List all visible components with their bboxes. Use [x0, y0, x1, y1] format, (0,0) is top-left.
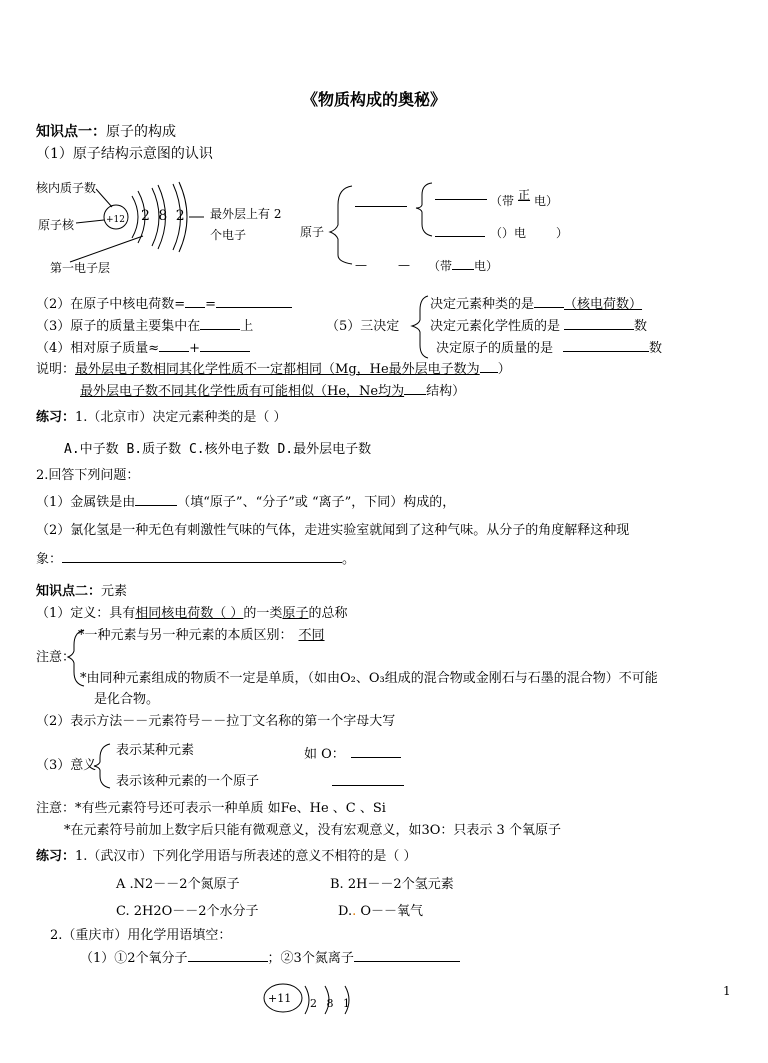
pointer-nucleus [76, 220, 104, 223]
shell-arc-3 [173, 184, 181, 250]
item3: （3）原子的质量主要集中在 上 [36, 319, 254, 334]
label-first-layer: 第一电子层 [50, 261, 111, 275]
kp1-sub1: （1）原子结构示意图的认识 [36, 146, 213, 162]
tree-proton-charge: （带 正 电） [490, 188, 559, 208]
item4: （4）相对原子质量≈ + [36, 341, 250, 357]
note-line2: 最外层电子数不同其化学性质有可能相似（He，Ne均为 结构） [80, 384, 466, 399]
ex1-options: A.中子数 B.质子数 C.核外电子数 D.最外层电子数 [64, 442, 372, 457]
shell-arc-1 [132, 196, 138, 238]
outer-layer-line1: 最外层上有 2 [210, 207, 282, 221]
ex2-q2-1: （1）①2个氧分子 ；②3个氮离子 [80, 951, 460, 967]
kp2-example: 如 O： [304, 747, 401, 763]
brace-three-decide [412, 296, 428, 358]
decide2: 决定元素化学性质的是 数 [430, 319, 648, 334]
page-number: 1 [723, 984, 731, 998]
ex2-q1: 练习：1.（武汉市）下列化学用语与所表述的意义不相符的是（ ） [36, 849, 417, 864]
ex2-option-c: C. 2H2O－－2个水分子 [116, 904, 259, 919]
kp2-attention2: *在元素符号前加上数字后只能有微观意义，没有宏观意义，如3O：只表示 3 个氧原子 [64, 823, 561, 838]
note-line1: 说明：最外层电子数相同其化学性质不一定都相同（Mg，He最外层电子数为 ） [36, 362, 511, 377]
pointer-first-layer [70, 236, 143, 262]
item2: （2）在原子中核电荷数= = [36, 297, 292, 313]
tree-dash1: — [355, 258, 367, 272]
tree-neutron-charge: （）电 [490, 226, 527, 240]
ex1-q2-2: （2）氯化氢是一种无色有刺激性气味的气体，走进实验室就闻到了这种气味。从分子的角度解释这种现 [36, 523, 630, 538]
item5: （5）三决定 [326, 319, 400, 334]
kp2-meaning-label: （3）意义 [36, 758, 97, 773]
pointer-protons [96, 189, 112, 207]
decide3: 决定原子的质量的是 数 [436, 341, 663, 356]
brace-note [68, 630, 84, 686]
brace-nucleus [416, 183, 432, 236]
label-nuclear-protons: 核内质子数 [36, 181, 97, 195]
ex1-q2-2b: 象： 。 [36, 552, 356, 567]
diagram2-charge: +11 [268, 992, 292, 1005]
outer-layer-line2: 个电子 [210, 228, 247, 242]
brace-atom [330, 186, 352, 264]
kp2-note-b: *由同种元素组成的物质不一定是单质，（如由O₂、O₃组成的混合物或金刚石与石墨的混合物）不可能 [80, 671, 658, 686]
tree-dash2: — [398, 258, 410, 272]
nucleus-circle [104, 205, 128, 229]
kp2-meaning1: 表示某种元素 [116, 743, 195, 758]
ex1-q2-1: （1）金属铁是由 （填“原子”、“分子”或 “离子”，下同）构成的， [36, 495, 456, 510]
kp1-heading: 知识点一：原子的构成 [36, 124, 176, 140]
nucleus-charge: +12 [106, 215, 125, 225]
ex2-q2: 2.（重庆市）用化学用语填空： [50, 928, 232, 943]
kp2-attention: 注意：*有些元素符号还可表示一种单质 如Fe、He 、C 、Si [36, 801, 386, 816]
kp2-note-b2: 是化合物。 [94, 692, 160, 707]
tree-neutron-end: ） [556, 226, 569, 240]
shell-arc-2 [152, 188, 159, 246]
diagram2-electrons: 2 8 1 [310, 997, 353, 1010]
ex1-q1: 练习：1.（北京市）决定元素种类的是（ ） [36, 410, 287, 425]
decide1: 决定元素种类的是 （核电荷数） [430, 297, 643, 312]
page-title: 《物质构成的奥秘》 [302, 90, 447, 109]
diagram2-nucleus [264, 984, 302, 1012]
kp2-definition: （1）定义：具有相同核电荷数（ ）的一类原子的总称 [36, 606, 348, 621]
tree-atom: 原子 [300, 225, 325, 239]
kp2-note-label: 注意： [36, 650, 76, 665]
kp2-note-a: *一种元素与另一种元素的本质区别： 不同 [78, 628, 325, 643]
ex2-option-b: B. 2H－－2个氢元素 [330, 877, 454, 892]
kp2-heading: 知识点二：元素 [36, 584, 128, 599]
kp2-meaning2: 表示该种元素的一个原子 [116, 774, 260, 789]
tree-electron-charge: （带 电） [428, 259, 499, 273]
ex1-q2: 2.回答下列问题： [36, 468, 140, 483]
label-nucleus: 原子核 [38, 218, 75, 232]
electron-counts: 2 8 2 [141, 208, 187, 224]
kp2-representation: （2）表示方法－－元素符号－－拉丁文名称的第一个字母大写 [36, 714, 396, 729]
brace-meaning [94, 744, 110, 788]
ex2-option-d: D.. O－－氧气 [338, 904, 424, 919]
ex2-option-a: A .N2－－2个氮原子 [116, 877, 240, 892]
